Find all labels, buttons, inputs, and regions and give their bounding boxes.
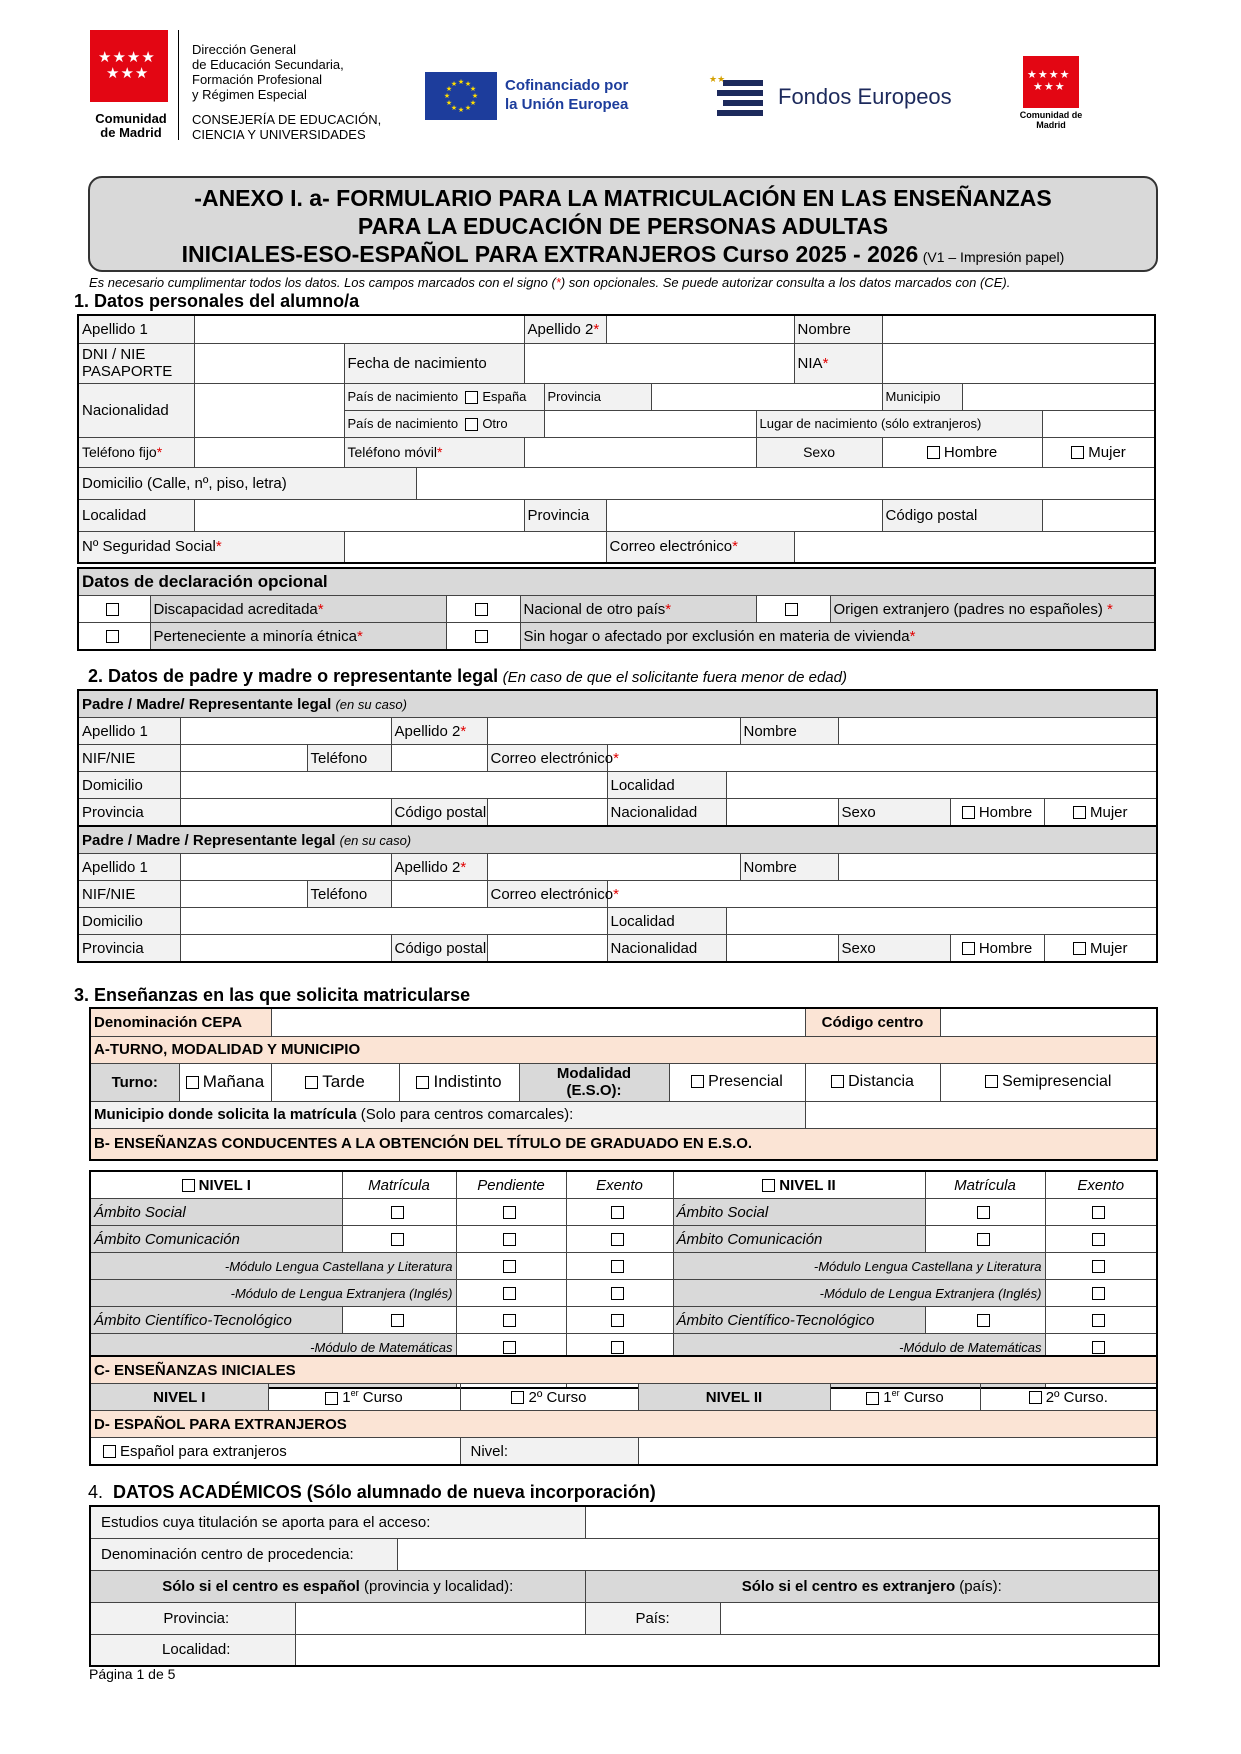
seg-social-label: Nº Seguridad Social* <box>78 531 344 563</box>
n1-social-matricula-checkbox[interactable] <box>391 1206 404 1219</box>
n1-ingles-pendiente-checkbox[interactable] <box>503 1287 516 1300</box>
pais-field[interactable] <box>720 1602 1159 1634</box>
nivel-field[interactable] <box>638 1438 1157 1466</box>
seg-social-field[interactable] <box>344 531 606 563</box>
fecha-nac-field[interactable] <box>524 343 794 383</box>
n1-ct-matricula-checkbox[interactable] <box>391 1314 404 1327</box>
rep2-cp-field[interactable] <box>487 935 607 963</box>
estudios-field[interactable] <box>585 1506 1159 1538</box>
n1-social-pendiente-checkbox[interactable] <box>503 1206 516 1219</box>
nivel2-checkbox[interactable] <box>762 1179 775 1192</box>
sin-hogar-cell[interactable] <box>446 623 520 651</box>
c-n2-curso1[interactable]: 1er Curso <box>830 1384 980 1411</box>
espana-checkbox[interactable] <box>465 391 478 404</box>
apellido1-label: Apellido 1 <box>78 315 194 343</box>
rep1-apellido1-field[interactable] <box>180 718 391 745</box>
rep1-mujer-checkbox[interactable] <box>1073 806 1086 819</box>
indistinto-option[interactable]: Indistinto <box>399 1063 519 1101</box>
minoria-cell[interactable] <box>78 623 150 651</box>
centro-proc-field[interactable] <box>397 1538 1159 1570</box>
rep1-telefono-label: Teléfono <box>307 745 391 772</box>
n1-mat-pendiente-checkbox[interactable] <box>503 1341 516 1354</box>
provincia-label: Provincia: <box>90 1602 295 1634</box>
domicilio-label: Domicilio (Calle, nº, piso, letra) <box>78 467 416 499</box>
municipio-field[interactable] <box>962 383 1155 410</box>
distancia-checkbox[interactable] <box>831 1075 844 1088</box>
n2-ingles-exento[interactable] <box>1045 1280 1157 1307</box>
cp-label: Código postal <box>882 499 1042 531</box>
n1-mod-mat: -Módulo de Matemáticas <box>90 1334 456 1361</box>
tarde-checkbox[interactable] <box>305 1076 318 1089</box>
svg-text:★: ★ <box>464 80 472 88</box>
rep1-nombre-label: Nombre <box>740 718 838 745</box>
n2-ingles-exento-checkbox[interactable] <box>1092 1287 1105 1300</box>
n2-ambito-com: Ámbito Comunicación <box>673 1226 925 1253</box>
svg-text:★: ★ <box>443 92 451 100</box>
n2-mat-exento-checkbox[interactable] <box>1092 1341 1105 1354</box>
denominacion-field[interactable] <box>271 1008 805 1036</box>
denominacion-label: Denominación CEPA <box>90 1008 271 1036</box>
tel-movil-label: Teléfono móvil* <box>344 437 524 467</box>
matricula-header-2: Matrícula <box>925 1171 1045 1199</box>
rep2-hombre-option[interactable]: Hombre <box>950 935 1044 963</box>
rep1-mujer-option[interactable]: Mujer <box>1044 799 1157 827</box>
rep1-domicilio-label: Domicilio <box>78 772 180 799</box>
rep2-nacionalidad-label: Nacionalidad <box>607 935 726 963</box>
fondos-text: Fondos Europeos <box>778 84 952 109</box>
domicilio-field[interactable] <box>416 467 1155 499</box>
localidad-label: Localidad <box>78 499 194 531</box>
n2-ambito-ct: Ámbito Científico-Tecnológico <box>673 1307 925 1334</box>
semipresencial-checkbox[interactable] <box>985 1075 998 1088</box>
n1-ambito-com: Ámbito Comunicación <box>90 1226 342 1253</box>
rep1-nacionalidad-label: Nacionalidad <box>607 799 726 827</box>
extranjero-header: Sólo si el centro es extranjero (país): <box>585 1570 1159 1602</box>
section-2-title: 2. Datos de padre y madre o representante legal (En caso de que el solicitante fuera menor de edad) <box>88 666 847 686</box>
modalidad-label: Modalidad (E.S.O): <box>519 1063 669 1101</box>
exento-header-2: Exento <box>1045 1171 1157 1199</box>
svg-text:★: ★ <box>464 104 472 112</box>
rep1-nif-label: NIF/NIE <box>78 745 180 772</box>
c-n1-curso2[interactable]: 2º Curso <box>460 1384 638 1411</box>
n2-mod-lengua: -Módulo Lengua Castellana y Literatura <box>673 1253 1045 1280</box>
eu-text: Cofinanciado por la Unión Europea <box>505 77 629 113</box>
manana-checkbox[interactable] <box>186 1076 199 1089</box>
svg-text:★: ★ <box>450 104 458 112</box>
c-n1-curso2-checkbox[interactable] <box>511 1391 524 1404</box>
n2-social-exento[interactable] <box>1045 1199 1157 1226</box>
minoria-checkbox[interactable] <box>106 630 119 643</box>
c-n2-curso2-checkbox[interactable] <box>1029 1391 1042 1404</box>
rep2-cp-label: Código postal <box>391 935 487 963</box>
espanol-option[interactable]: Español para extranjeros <box>90 1438 460 1466</box>
localidad-label: Localidad: <box>90 1634 295 1666</box>
dni-label: DNI / NIE PASAPORTE <box>78 343 194 383</box>
rep1-localidad-field[interactable] <box>726 772 1157 799</box>
rep1-telefono-field[interactable] <box>391 745 487 772</box>
n1-lengua-exento[interactable] <box>566 1253 673 1280</box>
origen-ext-label: Origen extranjero (padres no españoles) * <box>830 596 1155 623</box>
codigo-centro-field[interactable] <box>940 1008 1157 1036</box>
rep1-nif-field[interactable] <box>180 745 307 772</box>
eu-flag-icon <box>425 72 497 120</box>
provincia-field[interactable] <box>606 499 882 531</box>
rep1-apellido1-label: Apellido 1 <box>78 718 180 745</box>
n1-social-exento[interactable] <box>566 1199 673 1226</box>
svg-text:★★: ★★ <box>709 75 726 85</box>
n2-social-matricula[interactable] <box>925 1199 1045 1226</box>
tel-movil-field[interactable] <box>524 437 756 467</box>
n1-ingles-exento[interactable] <box>566 1280 673 1307</box>
rep2-sexo-label: Sexo <box>838 935 950 963</box>
discapacidad-cell[interactable] <box>78 596 150 623</box>
apellido1-field[interactable] <box>194 315 524 343</box>
n1-social-exento-checkbox[interactable] <box>611 1206 624 1219</box>
b-title: B- ENSEÑANZAS CONDUCENTES A LA OBTENCIÓN DEL TÍTULO DE GRADUADO EN E.S.O. <box>90 1128 1157 1160</box>
rep2-hombre-checkbox[interactable] <box>962 942 975 955</box>
n1-ct-exento[interactable] <box>566 1307 673 1334</box>
n2-com-exento-checkbox[interactable] <box>1092 1233 1105 1246</box>
sexo-label: Sexo <box>756 437 882 467</box>
n1-ct-matricula[interactable] <box>342 1307 456 1334</box>
apellido2-field[interactable] <box>606 315 794 343</box>
section-3-title: 3. Enseñanzas en las que solicita matricularse <box>74 985 471 1005</box>
nivel-label: Nivel: <box>460 1438 638 1466</box>
provincia-nac-label: Provincia <box>544 383 651 410</box>
distancia-option[interactable]: Distancia <box>805 1063 940 1101</box>
title-line-2: PARA LA EDUCACIÓN DE PERSONAS ADULTAS <box>357 213 889 239</box>
apellido2-label: Apellido 2* <box>524 315 606 343</box>
rep1-provincia-label: Provincia <box>78 799 180 827</box>
nia-field[interactable] <box>882 343 1155 383</box>
rep1-sexo-label: Sexo <box>838 799 950 827</box>
municipio-solicita-label: Municipio donde solicita la matrícula (Solo para centros comarcales): <box>90 1101 805 1128</box>
nacional-otro-checkbox[interactable] <box>475 603 488 616</box>
title-version: (V1 – Impresión papel) <box>922 249 1065 265</box>
correo-field[interactable] <box>794 531 1155 563</box>
n1-com-exento-checkbox[interactable] <box>611 1233 624 1246</box>
c-n2-curso1-checkbox[interactable] <box>866 1392 879 1405</box>
svg-text:★: ★ <box>469 85 477 93</box>
svg-text:★: ★ <box>450 80 458 88</box>
declaracion-table <box>77 567 1156 651</box>
sin-hogar-label: Sin hogar o afectado por exclusión en materia de vivienda* <box>520 623 1155 651</box>
cm-small-logo: ★★★★ ★★★ <box>1023 56 1079 108</box>
d-title: D- ESPAÑOL PARA EXTRANJEROS <box>90 1411 1157 1438</box>
n2-com-exento[interactable] <box>1045 1226 1157 1253</box>
n2-com-matricula-checkbox[interactable] <box>977 1233 990 1246</box>
rep2-telefono-field[interactable] <box>391 881 487 908</box>
pais-nac-espana: País de nacimiento España <box>344 383 544 410</box>
origen-ext-cell[interactable] <box>756 596 830 623</box>
rep2-correo-field[interactable] <box>607 881 1157 908</box>
rep1-cp-field[interactable] <box>487 799 607 827</box>
n2-mod-ingles: -Módulo de Lengua Extranjera (Inglés) <box>673 1280 1045 1307</box>
rep1-provincia-field[interactable] <box>180 799 391 827</box>
minoria-label: Perteneciente a minoría étnica* <box>150 623 446 651</box>
estudios-label: Estudios cuya titulación se aporta para el acceso: <box>90 1506 585 1538</box>
mujer-option[interactable]: Mujer <box>1042 437 1155 467</box>
fondos-logo-icon <box>705 72 770 117</box>
rep2-nif-field[interactable] <box>180 881 307 908</box>
n2-ct-exento-checkbox[interactable] <box>1092 1314 1105 1327</box>
presencial-checkbox[interactable] <box>691 1075 704 1088</box>
c-title: C- ENSEÑANZAS INICIALES <box>90 1356 1157 1384</box>
n1-ingles-pendiente[interactable] <box>456 1280 566 1307</box>
rep2-provincia-label: Provincia <box>78 935 180 963</box>
n2-lengua-exento-checkbox[interactable] <box>1092 1260 1105 1273</box>
n1-com-pendiente-checkbox[interactable] <box>503 1233 516 1246</box>
decl-title: Datos de declaración opcional <box>78 568 1155 596</box>
presencial-option[interactable]: Presencial <box>669 1063 805 1101</box>
rep2-apellido1-field[interactable] <box>180 854 391 881</box>
svg-text:★: ★ <box>445 85 453 93</box>
n1-ct-exento-checkbox[interactable] <box>611 1314 624 1327</box>
localidad-field[interactable] <box>194 499 524 531</box>
rep2-nacionalidad-field[interactable] <box>726 935 838 963</box>
nacionalidad-field[interactable] <box>194 383 344 437</box>
provincia-label: Provincia <box>524 499 606 531</box>
rep1-domicilio-field[interactable] <box>180 772 607 799</box>
n1-social-pendiente[interactable] <box>456 1199 566 1226</box>
provincia-nac-field[interactable] <box>651 383 882 410</box>
c-n1-curso1-checkbox[interactable] <box>325 1392 338 1405</box>
espanol-header: Sólo si el centro es español (provincia y localidad): <box>90 1570 585 1602</box>
nombre-field[interactable] <box>882 315 1155 343</box>
svg-text:★: ★ <box>457 78 465 86</box>
section-4-title: 4. DATOS ACADÉMICOS (Sólo alumnado de nueva incorporación) <box>88 1482 656 1502</box>
page-number: Página 1 de 5 <box>89 1666 176 1682</box>
cm-brand: Comunidad de Madrid <box>95 111 167 140</box>
n1-com-matricula-checkbox[interactable] <box>391 1233 404 1246</box>
title-line-3: INICIALES-ESO-ESPAÑOL PARA EXTRANJEROS Curso 2025 - 2026 <box>181 241 919 267</box>
title-box <box>88 176 1158 272</box>
n1-ct-pendiente[interactable] <box>456 1307 566 1334</box>
cp-field[interactable] <box>1042 499 1155 531</box>
nacionalidad-label: Nacionalidad <box>78 383 194 437</box>
nivel1-checkbox[interactable] <box>182 1179 195 1192</box>
rep2-provincia-field[interactable] <box>180 935 391 963</box>
hombre-option[interactable]: Hombre <box>882 437 1042 467</box>
dg-text: Dirección General de Educación Secundaria, Formación Profesional y Régimen Especial <box>192 42 344 102</box>
rep1-nombre-field[interactable] <box>838 718 1157 745</box>
n1-lengua-exento-checkbox[interactable] <box>611 1260 624 1273</box>
discapacidad-checkbox[interactable] <box>106 603 119 616</box>
logo-divider <box>178 30 179 140</box>
rep2-telefono-label: Teléfono <box>307 881 391 908</box>
n1-com-exento[interactable] <box>566 1226 673 1253</box>
svg-text:★: ★ <box>471 92 479 100</box>
tarde-option[interactable]: Tarde <box>271 1063 399 1101</box>
municipio-label: Municipio <box>882 383 962 410</box>
rep1-apellido2-label: Apellido 2* <box>391 718 487 745</box>
rep2-localidad-field[interactable] <box>726 908 1157 935</box>
centro-proc-label: Denominación centro de procedencia: <box>90 1538 397 1570</box>
nivel1-header[interactable]: NIVEL I <box>90 1171 342 1199</box>
rep2-title: Padre / Madre / Representante legal (en su caso) <box>78 826 1157 854</box>
rep2-nombre-field[interactable] <box>838 854 1157 881</box>
rep2-apellido2-field[interactable] <box>487 854 740 881</box>
manana-option[interactable]: Mañana <box>179 1063 271 1101</box>
rep2-nif-label: NIF/NIE <box>78 881 180 908</box>
codigo-centro-label: Código centro <box>805 1008 940 1036</box>
nacional-otro-label: Nacional de otro país* <box>520 596 756 623</box>
rep1-correo-field[interactable] <box>607 745 1157 772</box>
personal-data-table <box>77 314 1156 564</box>
consejeria-text: CONSEJERÍA DE EDUCACIÓN, CIENCIA Y UNIVERSIDADES <box>192 112 382 142</box>
hombre-checkbox[interactable] <box>927 446 940 459</box>
nacional-otro-cell[interactable] <box>446 596 520 623</box>
n1-ambito-social: Ámbito Social <box>90 1199 342 1226</box>
svg-text:★: ★ <box>457 106 465 114</box>
rep2-domicilio-field[interactable] <box>180 908 607 935</box>
correo-label: Correo electrónico* <box>606 531 794 563</box>
rep1-title: Padre / Madre/ Representante legal (en su caso) <box>78 690 1157 718</box>
n1-mat-exento-checkbox[interactable] <box>611 1341 624 1354</box>
title-line-1: -ANEXO I. a- FORMULARIO PARA LA MATRICULACIÓN EN LAS ENSEÑANZAS <box>194 185 1052 211</box>
n1-com-matricula[interactable] <box>342 1226 456 1253</box>
n1-ambito-ct: Ámbito Científico-Tecnológico <box>90 1307 342 1334</box>
provincia-field[interactable] <box>295 1602 585 1634</box>
nia-label: NIA* <box>794 343 882 383</box>
municipio-solicita-field[interactable] <box>805 1101 1157 1128</box>
indistinto-checkbox[interactable] <box>416 1076 429 1089</box>
pais-nac-otro: País de nacimiento Otro <box>344 410 544 437</box>
pais-otro-field[interactable] <box>544 410 756 437</box>
rep1-apellido2-field[interactable] <box>487 718 740 745</box>
representante-table <box>77 689 1158 963</box>
n2-ct-exento[interactable] <box>1045 1307 1157 1334</box>
rep2-mujer-checkbox[interactable] <box>1073 942 1086 955</box>
cm-small-brand: Comunidad de Madrid <box>1019 110 1083 130</box>
rep2-domicilio-label: Domicilio <box>78 908 180 935</box>
tel-fijo-field[interactable] <box>194 437 344 467</box>
lugar-nac-label: Lugar de nacimiento (sólo extranjeros) <box>756 410 1042 437</box>
origen-ext-checkbox[interactable] <box>785 603 798 616</box>
pendiente-header: Pendiente <box>456 1171 566 1199</box>
rep2-apellido1-label: Apellido 1 <box>78 854 180 881</box>
otro-checkbox[interactable] <box>465 418 478 431</box>
nivel2-header[interactable]: NIVEL II <box>673 1171 925 1199</box>
n2-ct-matricula-checkbox[interactable] <box>977 1314 990 1327</box>
pais-label: País: <box>585 1602 720 1634</box>
rep2-nombre-label: Nombre <box>740 854 838 881</box>
c-n1-curso1[interactable]: 1er Curso <box>268 1384 460 1411</box>
cm-logo: ★★★★ ★★★ <box>90 30 168 102</box>
rep1-hombre-checkbox[interactable] <box>962 806 975 819</box>
c-nivel2-label: NIVEL II <box>638 1384 830 1411</box>
n2-ct-matricula[interactable] <box>925 1307 1045 1334</box>
n2-mod-mat: -Módulo de Matemáticas <box>673 1334 1045 1361</box>
n2-social-exento-checkbox[interactable] <box>1092 1206 1105 1219</box>
c-nivel1-label: NIVEL I <box>90 1384 268 1411</box>
semipresencial-option[interactable]: Semipresencial <box>940 1063 1157 1101</box>
n2-com-matricula[interactable] <box>925 1226 1045 1253</box>
n1-mod-ingles: -Módulo de Lengua Extranjera (Inglés) <box>90 1280 456 1307</box>
mujer-checkbox[interactable] <box>1071 446 1084 459</box>
rep1-cp-label: Código postal <box>391 799 487 827</box>
turno-label: Turno: <box>90 1063 179 1101</box>
c-n2-curso2[interactable]: 2º Curso. <box>980 1384 1157 1411</box>
section-1-title: 1. Datos personales del alumno/a <box>74 291 360 311</box>
rep2-localidad-label: Localidad <box>607 908 726 935</box>
dni-field[interactable] <box>194 343 344 383</box>
matricula-header-1: Matrícula <box>342 1171 456 1199</box>
nombre-label: Nombre <box>794 315 882 343</box>
exento-header-1: Exento <box>566 1171 673 1199</box>
n1-ingles-exento-checkbox[interactable] <box>611 1287 624 1300</box>
ensenanzas-top-table <box>89 1007 1158 1161</box>
n1-social-matricula[interactable] <box>342 1199 456 1226</box>
svg-text:★: ★ <box>445 99 453 107</box>
n2-lengua-exento[interactable] <box>1045 1253 1157 1280</box>
rep2-correo-label: Correo electrónico* <box>487 881 607 908</box>
svg-text:★: ★ <box>469 99 477 107</box>
localidad-field[interactable] <box>295 1634 1159 1666</box>
rep2-mujer-option[interactable]: Mujer <box>1044 935 1157 963</box>
iniciales-table <box>89 1355 1158 1466</box>
academicos-table <box>89 1505 1160 1667</box>
lugar-nac-field[interactable] <box>1042 410 1155 437</box>
n2-ambito-social: Ámbito Social <box>673 1199 925 1226</box>
n1-lengua-pendiente-checkbox[interactable] <box>503 1260 516 1273</box>
rep1-nacionalidad-field[interactable] <box>726 799 838 827</box>
espanol-checkbox[interactable] <box>103 1445 116 1458</box>
rep2-apellido2-label: Apellido 2* <box>391 854 487 881</box>
instructions: Es necesario cumplimentar todos los datos. Los campos marcados con el signo (*) son opcionales. Se puede autorizar consulta a los datos marcados con (CE). <box>89 275 1011 290</box>
n1-lengua-pendiente[interactable] <box>456 1253 566 1280</box>
n1-ct-pendiente-checkbox[interactable] <box>503 1314 516 1327</box>
rep1-correo-label: Correo electrónico* <box>487 745 607 772</box>
sin-hogar-checkbox[interactable] <box>475 630 488 643</box>
discapacidad-label: Discapacidad acreditada* <box>150 596 446 623</box>
n1-mod-lengua: -Módulo Lengua Castellana y Literatura <box>90 1253 456 1280</box>
fecha-nac-label: Fecha de nacimiento <box>344 343 524 383</box>
a-title: A-TURNO, MODALIDAD Y MUNICIPIO <box>90 1036 1157 1063</box>
rep1-localidad-label: Localidad <box>607 772 726 799</box>
rep1-hombre-option[interactable]: Hombre <box>950 799 1044 827</box>
n2-social-matricula-checkbox[interactable] <box>977 1206 990 1219</box>
n1-com-pendiente[interactable] <box>456 1226 566 1253</box>
tel-fijo-label: Teléfono fijo* <box>78 437 194 467</box>
